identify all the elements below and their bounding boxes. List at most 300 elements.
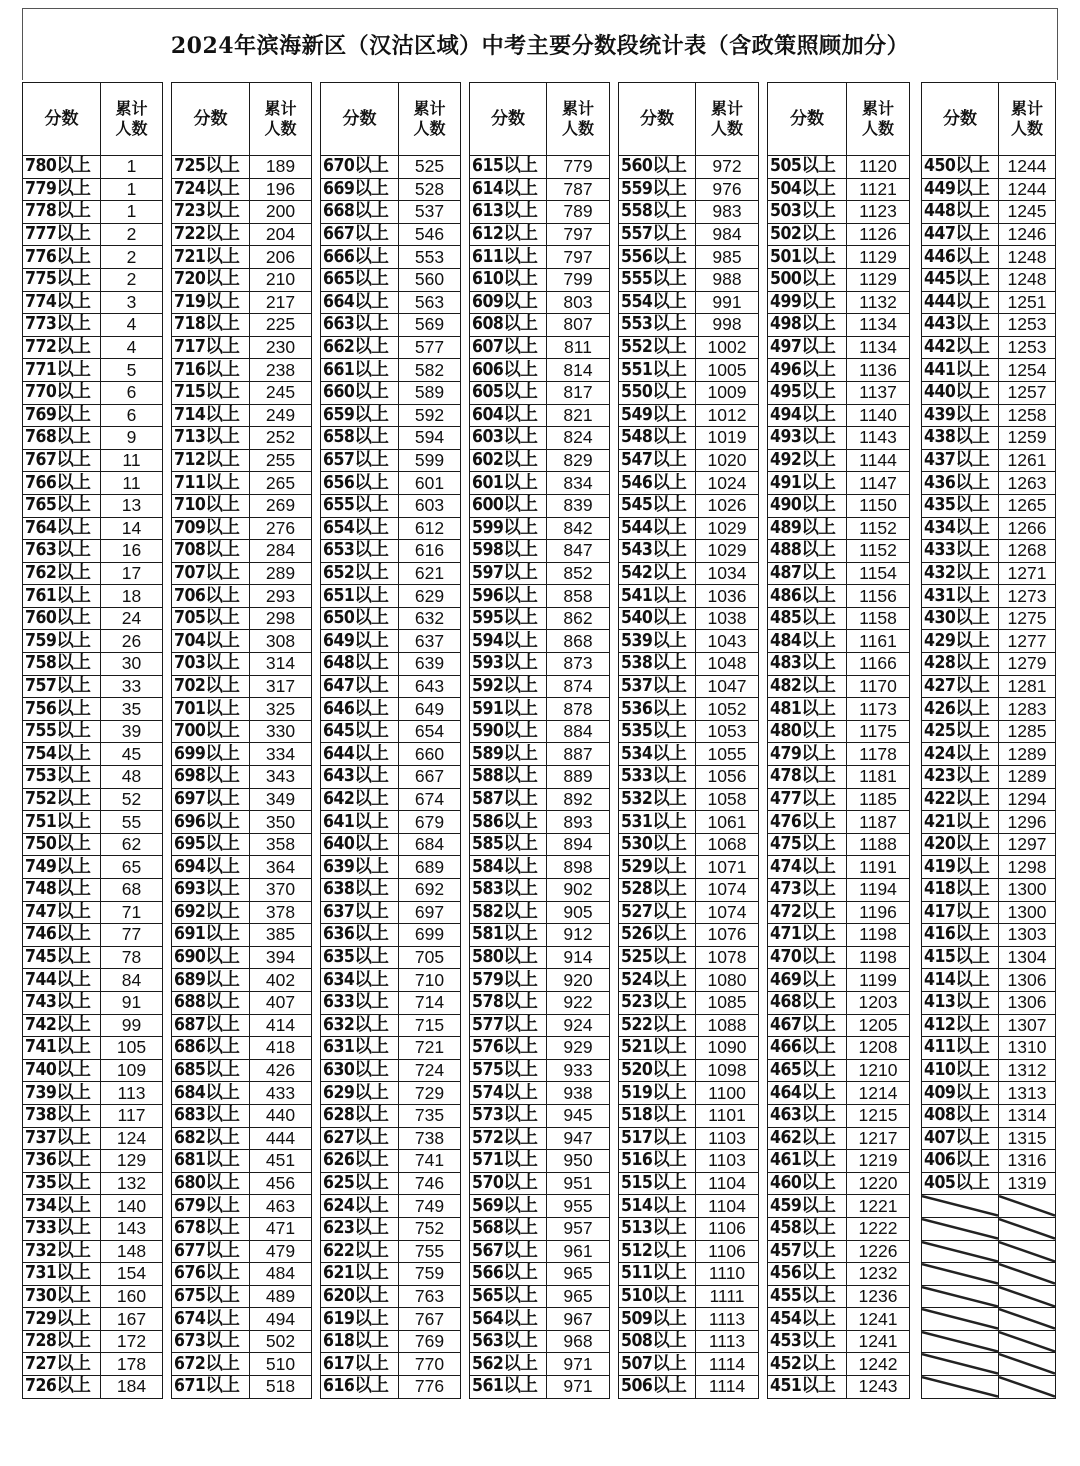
count-cell: 77 — [101, 924, 163, 947]
table-row — [768, 1330, 910, 1353]
count-cell: 4 — [101, 336, 163, 359]
score-cell: 535以上 — [619, 720, 696, 743]
table-row — [321, 246, 461, 269]
table-row — [172, 653, 312, 676]
count-cell: 1104 — [696, 1172, 759, 1195]
count-cell: 1106 — [696, 1240, 759, 1263]
count-cell: 48 — [101, 766, 163, 789]
table-row — [172, 359, 312, 382]
score-cell: 418以上 — [922, 879, 999, 902]
table-row — [23, 924, 163, 947]
count-cell: 249 — [250, 404, 312, 427]
table-row — [321, 472, 461, 495]
table-row — [321, 517, 461, 540]
score-cell: 722以上 — [172, 223, 250, 246]
score-cell: 412以上 — [922, 1014, 999, 1037]
count-cell: 414 — [250, 1014, 312, 1037]
score-cell: 681以上 — [172, 1150, 250, 1173]
table-row — [768, 1285, 910, 1308]
table-row — [172, 156, 312, 179]
count-cell: 1170 — [847, 675, 910, 698]
table-row — [23, 833, 163, 856]
table-row — [470, 359, 610, 382]
count-cell: 84 — [101, 969, 163, 992]
table-row — [470, 698, 610, 721]
table-row — [23, 653, 163, 676]
count-cell: 729 — [399, 1082, 461, 1105]
count-cell: 484 — [250, 1263, 312, 1286]
count-cell: 1154 — [847, 562, 910, 585]
score-cell: 665以上 — [321, 268, 399, 291]
score-cell: 702以上 — [172, 675, 250, 698]
table-row — [619, 856, 759, 879]
table-row — [768, 675, 910, 698]
table-row — [23, 879, 163, 902]
table-row — [321, 268, 461, 291]
score-cell: 479以上 — [768, 743, 847, 766]
table-row — [470, 562, 610, 585]
table-row — [172, 1263, 312, 1286]
count-cell: 471 — [250, 1217, 312, 1240]
score-cell: 423以上 — [922, 766, 999, 789]
table-row — [922, 1285, 1056, 1308]
score-cell: 768以上 — [23, 427, 101, 450]
table-row — [470, 540, 610, 563]
score-cell: 744以上 — [23, 969, 101, 992]
count-cell: 735 — [399, 1104, 461, 1127]
table-row — [922, 1014, 1056, 1037]
count-cell: 797 — [547, 223, 610, 246]
count-cell: 184 — [101, 1376, 163, 1399]
count-cell: 1126 — [847, 223, 910, 246]
score-cell: 629以上 — [321, 1082, 399, 1105]
count-cell: 971 — [547, 1353, 610, 1376]
score-cell: 557以上 — [619, 223, 696, 246]
count-cell: 314 — [250, 653, 312, 676]
score-cell: 572以上 — [470, 1127, 547, 1150]
count-cell: 528 — [399, 178, 461, 201]
table-row — [172, 969, 312, 992]
empty-cell — [999, 1353, 1056, 1376]
table-row — [23, 517, 163, 540]
table-row — [23, 811, 163, 834]
count-cell: 985 — [696, 246, 759, 269]
count-cell: 210 — [250, 268, 312, 291]
score-cell: 735以上 — [23, 1172, 101, 1195]
score-cell: 486以上 — [768, 585, 847, 608]
table-row — [922, 653, 1056, 676]
count-cell: 714 — [399, 991, 461, 1014]
table-row — [470, 178, 610, 201]
table-row — [470, 156, 610, 179]
score-cell: 436以上 — [922, 472, 999, 495]
table-row — [172, 856, 312, 879]
count-cell: 502 — [250, 1330, 312, 1353]
table-row — [23, 427, 163, 450]
score-cell: 592以上 — [470, 675, 547, 698]
table-row — [470, 1104, 610, 1127]
score-group-table — [921, 82, 1056, 1399]
score-cell: 568以上 — [470, 1217, 547, 1240]
count-cell: 988 — [696, 268, 759, 291]
table-row — [922, 178, 1056, 201]
count-cell: 1296 — [999, 811, 1056, 834]
score-cell: 628以上 — [321, 1104, 399, 1127]
table-row — [619, 969, 759, 992]
score-cell: 757以上 — [23, 675, 101, 698]
empty-cell — [999, 1285, 1056, 1308]
count-cell: 1222 — [847, 1217, 910, 1240]
score-cell: 671以上 — [172, 1376, 250, 1399]
table-row — [619, 381, 759, 404]
diagonal-strike-icon — [999, 1218, 1055, 1240]
count-cell: 1188 — [847, 833, 910, 856]
score-cell: 566以上 — [470, 1263, 547, 1286]
count-cell: 178 — [101, 1353, 163, 1376]
table-row — [922, 788, 1056, 811]
score-cell: 636以上 — [321, 924, 399, 947]
score-cell: 500以上 — [768, 268, 847, 291]
score-cell: 730以上 — [23, 1285, 101, 1308]
table-row — [23, 178, 163, 201]
table-row — [470, 404, 610, 427]
score-cell: 512以上 — [619, 1240, 696, 1263]
table-row — [321, 630, 461, 653]
score-cell: 612以上 — [470, 223, 547, 246]
table-row — [172, 472, 312, 495]
count-cell: 950 — [547, 1150, 610, 1173]
count-cell: 858 — [547, 585, 610, 608]
count-cell: 17 — [101, 562, 163, 585]
count-cell: 9 — [101, 427, 163, 450]
table-row — [922, 630, 1056, 653]
table-row — [768, 427, 910, 450]
count-cell: 569 — [399, 314, 461, 337]
score-cell: 694以上 — [172, 856, 250, 879]
score-cell: 721以上 — [172, 246, 250, 269]
table-row — [172, 675, 312, 698]
count-cell: 968 — [547, 1330, 610, 1353]
score-cell: 659以上 — [321, 404, 399, 427]
score-cell: 670以上 — [321, 156, 399, 179]
empty-cell — [922, 1240, 999, 1263]
count-cell: 1152 — [847, 540, 910, 563]
score-cell: 625以上 — [321, 1172, 399, 1195]
score-cell: 525以上 — [619, 946, 696, 969]
score-cell: 772以上 — [23, 336, 101, 359]
table-row — [768, 1150, 910, 1173]
table-row — [768, 1263, 910, 1286]
score-cell: 554以上 — [619, 291, 696, 314]
count-cell: 787 — [547, 178, 610, 201]
table-row — [922, 720, 1056, 743]
score-cell: 569以上 — [470, 1195, 547, 1218]
count-cell: 124 — [101, 1127, 163, 1150]
table-row — [922, 1059, 1056, 1082]
score-cell: 511以上 — [619, 1263, 696, 1286]
table-row — [321, 1195, 461, 1218]
score-cell: 536以上 — [619, 698, 696, 721]
score-cell: 615以上 — [470, 156, 547, 179]
table-row — [172, 1150, 312, 1173]
table-row — [922, 879, 1056, 902]
table-row — [172, 268, 312, 291]
table-row — [172, 1037, 312, 1060]
score-cell: 689以上 — [172, 969, 250, 992]
count-cell: 350 — [250, 811, 312, 834]
table-row — [172, 291, 312, 314]
count-cell: 752 — [399, 1217, 461, 1240]
count-cell: 1009 — [696, 381, 759, 404]
count-cell: 317 — [250, 675, 312, 698]
score-cell: 516以上 — [619, 1150, 696, 1173]
table-row — [470, 969, 610, 992]
count-cell: 1300 — [999, 879, 1056, 902]
empty-cell — [999, 1330, 1056, 1353]
score-cell: 449以上 — [922, 178, 999, 201]
diagonal-strike-icon — [922, 1195, 998, 1217]
table-row — [321, 562, 461, 585]
score-cell: 596以上 — [470, 585, 547, 608]
count-cell: 884 — [547, 720, 610, 743]
empty-cell — [999, 1263, 1056, 1286]
count-cell: 1248 — [999, 268, 1056, 291]
count-cell: 1271 — [999, 562, 1056, 585]
score-cell: 440以上 — [922, 381, 999, 404]
table-row — [922, 246, 1056, 269]
count-cell: 679 — [399, 811, 461, 834]
count-cell: 1297 — [999, 833, 1056, 856]
table-row — [172, 788, 312, 811]
empty-cell — [999, 1308, 1056, 1331]
table-row — [768, 924, 910, 947]
count-cell: 947 — [547, 1127, 610, 1150]
count-cell: 26 — [101, 630, 163, 653]
score-cell: 766以上 — [23, 472, 101, 495]
count-cell: 1253 — [999, 314, 1056, 337]
table-row — [922, 1082, 1056, 1105]
score-cell: 489以上 — [768, 517, 847, 540]
score-cell: 677以上 — [172, 1240, 250, 1263]
score-cell: 510以上 — [619, 1285, 696, 1308]
score-cell: 474以上 — [768, 856, 847, 879]
score-cell: 756以上 — [23, 698, 101, 721]
table-row — [470, 991, 610, 1014]
count-cell: 684 — [399, 833, 461, 856]
table-row — [768, 268, 910, 291]
diagonal-strike-icon — [922, 1331, 998, 1353]
score-cell: 439以上 — [922, 404, 999, 427]
count-cell: 616 — [399, 540, 461, 563]
table-row — [619, 946, 759, 969]
score-cell: 573以上 — [470, 1104, 547, 1127]
table-row — [768, 201, 910, 224]
table-row — [172, 1172, 312, 1195]
count-cell: 117 — [101, 1104, 163, 1127]
score-header: 分数 — [172, 83, 250, 156]
table-row — [619, 720, 759, 743]
score-cell: 442以上 — [922, 336, 999, 359]
count-cell: 971 — [547, 1376, 610, 1399]
table-row — [23, 1217, 163, 1240]
score-cell: 622以上 — [321, 1240, 399, 1263]
score-cell: 646以上 — [321, 698, 399, 721]
table-row — [23, 562, 163, 585]
table-row — [619, 494, 759, 517]
count-cell: 1074 — [696, 879, 759, 902]
score-cell: 619以上 — [321, 1308, 399, 1331]
score-cell: 492以上 — [768, 449, 847, 472]
count-cell: 252 — [250, 427, 312, 450]
table-row — [23, 1037, 163, 1060]
table-row — [23, 1082, 163, 1105]
diagonal-strike-icon — [922, 1218, 998, 1240]
table-row — [470, 1330, 610, 1353]
table-row — [768, 811, 910, 834]
count-cell: 724 — [399, 1059, 461, 1082]
score-cell: 466以上 — [768, 1037, 847, 1060]
table-row — [768, 1059, 910, 1082]
score-cell: 432以上 — [922, 562, 999, 585]
score-cell: 515以上 — [619, 1172, 696, 1195]
table-row — [470, 585, 610, 608]
diagonal-strike-icon — [922, 1376, 998, 1398]
score-cell: 472以上 — [768, 901, 847, 924]
count-cell: 1243 — [847, 1376, 910, 1399]
count-cell: 35 — [101, 698, 163, 721]
count-cell: 1029 — [696, 540, 759, 563]
score-cell: 649以上 — [321, 630, 399, 653]
count-cell: 649 — [399, 698, 461, 721]
table-row — [922, 156, 1056, 179]
score-cell: 454以上 — [768, 1308, 847, 1331]
score-cell: 734以上 — [23, 1195, 101, 1218]
table-row — [23, 1330, 163, 1353]
score-cell: 430以上 — [922, 607, 999, 630]
count-cell: 78 — [101, 946, 163, 969]
count-cell: 1198 — [847, 924, 910, 947]
score-cell: 547以上 — [619, 449, 696, 472]
table-row — [470, 630, 610, 653]
table-row — [768, 359, 910, 382]
score-cell: 463以上 — [768, 1104, 847, 1127]
table-row — [321, 879, 461, 902]
table-row — [23, 1195, 163, 1218]
count-cell: 1259 — [999, 427, 1056, 450]
table-row — [321, 223, 461, 246]
table-row — [23, 1263, 163, 1286]
table-row — [321, 675, 461, 698]
table-row — [619, 585, 759, 608]
score-cell: 429以上 — [922, 630, 999, 653]
count-cell: 912 — [547, 924, 610, 947]
score-cell: 727以上 — [23, 1353, 101, 1376]
count-cell: 407 — [250, 991, 312, 1014]
table-row — [768, 449, 910, 472]
score-cell: 414以上 — [922, 969, 999, 992]
count-cell: 1185 — [847, 788, 910, 811]
score-cell: 410以上 — [922, 1059, 999, 1082]
score-cell: 700以上 — [172, 720, 250, 743]
table-row — [23, 788, 163, 811]
table-row — [321, 1150, 461, 1173]
score-cell: 587以上 — [470, 788, 547, 811]
table-row — [23, 766, 163, 789]
score-cell: 769以上 — [23, 404, 101, 427]
count-cell: 629 — [399, 585, 461, 608]
table-row — [619, 924, 759, 947]
count-cell: 797 — [547, 246, 610, 269]
empty-cell — [922, 1308, 999, 1331]
table-row — [922, 1263, 1056, 1286]
table-row — [172, 381, 312, 404]
score-cell: 762以上 — [23, 562, 101, 585]
score-cell: 718以上 — [172, 314, 250, 337]
score-cell: 461以上 — [768, 1150, 847, 1173]
score-cell: 513以上 — [619, 1217, 696, 1240]
score-cell: 719以上 — [172, 291, 250, 314]
score-cell: 733以上 — [23, 1217, 101, 1240]
table-row — [619, 268, 759, 291]
score-group-table — [22, 82, 163, 1399]
count-cell: 1242 — [847, 1353, 910, 1376]
table-row — [321, 1104, 461, 1127]
table-row — [321, 1308, 461, 1331]
score-cell: 411以上 — [922, 1037, 999, 1060]
table-row — [23, 291, 163, 314]
score-cell: 701以上 — [172, 698, 250, 721]
count-cell: 1219 — [847, 1150, 910, 1173]
score-cell: 498以上 — [768, 314, 847, 337]
score-cell: 634以上 — [321, 969, 399, 992]
table-row — [470, 675, 610, 698]
count-cell: 1156 — [847, 585, 910, 608]
table-row — [768, 540, 910, 563]
table-row — [23, 314, 163, 337]
score-group-table — [767, 82, 910, 1399]
count-cell: 418 — [250, 1037, 312, 1060]
table-row — [619, 653, 759, 676]
count-cell: 1147 — [847, 472, 910, 495]
count-cell: 4 — [101, 314, 163, 337]
count-cell: 699 — [399, 924, 461, 947]
count-cell: 834 — [547, 472, 610, 495]
score-cell: 503以上 — [768, 201, 847, 224]
score-cell: 652以上 — [321, 562, 399, 585]
score-cell: 485以上 — [768, 607, 847, 630]
count-cell: 1279 — [999, 653, 1056, 676]
table-row — [922, 743, 1056, 766]
table-row — [23, 743, 163, 766]
table-row — [321, 1330, 461, 1353]
table-row — [172, 404, 312, 427]
table-row — [23, 1376, 163, 1399]
score-cell: 658以上 — [321, 427, 399, 450]
score-group-table — [320, 82, 461, 1399]
count-cell: 2 — [101, 223, 163, 246]
count-cell: 1005 — [696, 359, 759, 382]
table-row — [619, 336, 759, 359]
table-row — [768, 653, 910, 676]
count-cell: 1166 — [847, 653, 910, 676]
count-cell: 2 — [101, 246, 163, 269]
diagonal-strike-icon — [999, 1241, 1055, 1263]
diagonal-strike-icon — [922, 1308, 998, 1330]
table-row — [321, 653, 461, 676]
score-cell: 582以上 — [470, 901, 547, 924]
count-cell: 1198 — [847, 946, 910, 969]
count-cell: 45 — [101, 743, 163, 766]
